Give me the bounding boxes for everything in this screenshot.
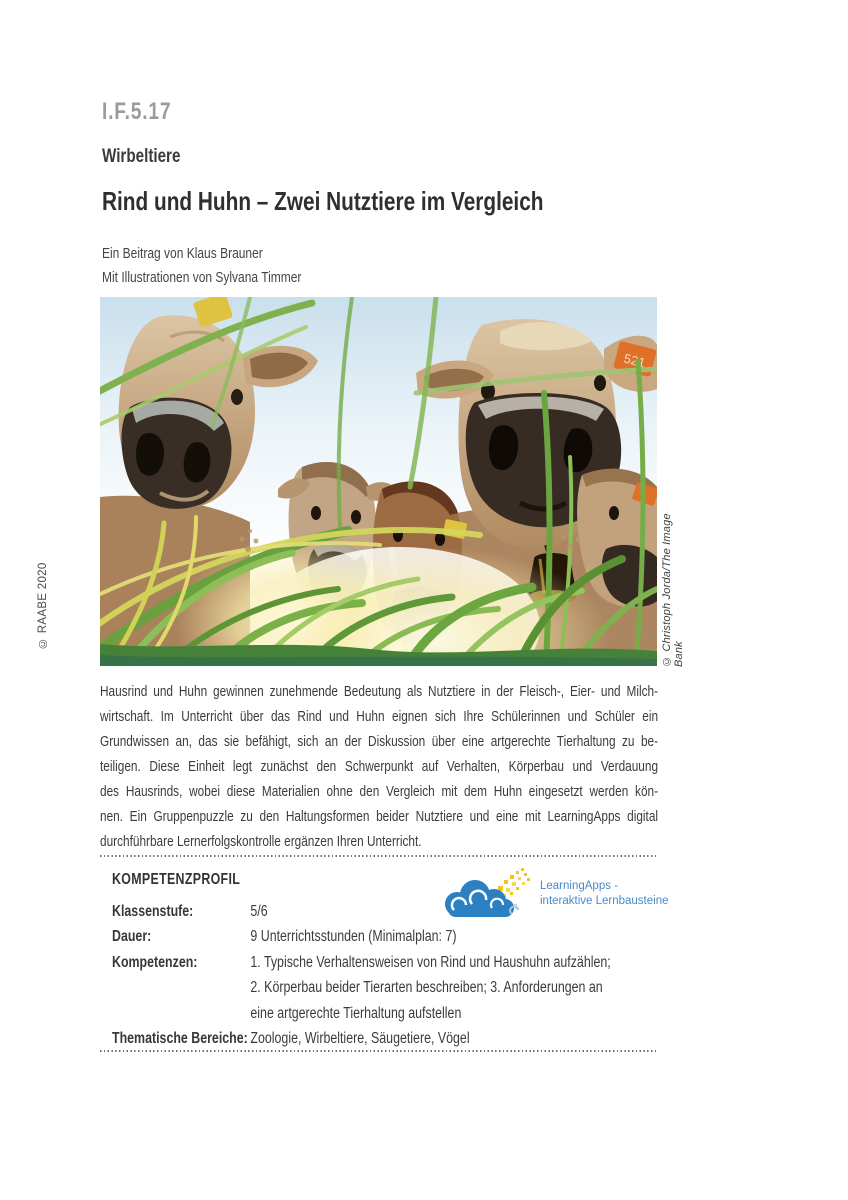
table-row <box>112 1026 659 1051</box>
dotted-divider-bottom <box>100 1050 658 1052</box>
profile-table <box>112 899 659 1051</box>
cow-photo <box>100 297 657 666</box>
cow-photo-illustration <box>100 297 657 666</box>
ear-tag-number: 521 <box>622 350 647 371</box>
author-byline: Ein Beitrag von Klaus Brauner <box>102 245 263 262</box>
intro-line: wirtschaft. Im Unterricht über das Rind und Huhn eignen sich Ihre Schülerinnen und Schüler ein <box>100 709 659 725</box>
logo-text-line2: interaktive Lernbausteine <box>540 894 669 907</box>
row-label-thematische-bereiche: Thematische Bereiche: <box>112 1030 248 1048</box>
kompetenzen-line: 2. Körperbau beider Tierarten beschreiben; 3. Anforderungen an <box>250 979 603 997</box>
copyright-vertical: © RAABE 2020 <box>37 562 49 649</box>
row-label-dauer: Dauer: <box>112 928 152 946</box>
category-heading: Wirbeltiere <box>102 146 181 167</box>
intro-paragraph <box>100 680 820 855</box>
row-value-thematische-bereiche: Zoologie, Wirbeltiere, Säugetiere, Vögel <box>250 1030 470 1048</box>
dotted-divider-top <box>100 855 658 857</box>
photo-credit-vertical: © Christoph Jorda/The Image Bank <box>661 513 685 667</box>
kompetenzen-line: eine artgerechte Tierhaltung aufstellen <box>250 1004 462 1022</box>
table-row <box>112 950 659 1026</box>
intro-line: teiligen. Diese Einheit legt zunächst den Schwerpunkt auf Verhalten, Körperbau und Verdauung <box>100 759 659 775</box>
row-value-kompetenzen <box>250 950 659 1026</box>
intro-line: Grundwissen an, das sie befähigt, sich an der Diskussion über eine artgerechte Tierhaltung zu be- <box>100 734 659 750</box>
intro-line: Hausrind und Huhn gewinnen zunehmende Bedeutung als Nutztiere in der Fleisch-, Eier- und Milch- <box>100 684 659 700</box>
page-title: Rind und Huhn – Zwei Nutztiere im Vergleich <box>102 186 544 216</box>
kompetenzprofil-heading: KOMPETENZPROFIL <box>112 871 241 888</box>
row-label-kompetenzen: Kompetenzen: <box>112 953 198 971</box>
kompetenzen-line: 1. Typische Verhaltensweisen von Rind und Haushuhn aufzählen; <box>250 953 611 971</box>
logo-text-line1: LearningApps - <box>540 880 618 892</box>
intro-line: des Hausrinds, wobei diese Materialien ohne den Vergleich mit dem Huhn eingesetzt werden kön- <box>100 784 659 800</box>
row-label-klassenstufe: Klassenstufe: <box>112 903 194 920</box>
table-row <box>112 924 659 949</box>
illustrator-byline: Mit Illustrationen von Sylvana Timmer <box>102 269 302 286</box>
page-code: I.F.5.17 <box>102 98 172 125</box>
intro-line: durchführbare Lernerfolgskontrolle ergänzen Ihren Unterricht. <box>100 834 422 850</box>
intro-line: nen. Ein Gruppenpuzzle zu den Haltungsformen beider Nutztiere und eine mit LearningApps digital <box>100 809 659 825</box>
row-value-klassenstufe: 5/6 <box>250 903 268 920</box>
table-row <box>112 899 659 924</box>
row-value-dauer: 9 Unterrichtsstunden (Minimalplan: 7) <box>250 928 457 946</box>
